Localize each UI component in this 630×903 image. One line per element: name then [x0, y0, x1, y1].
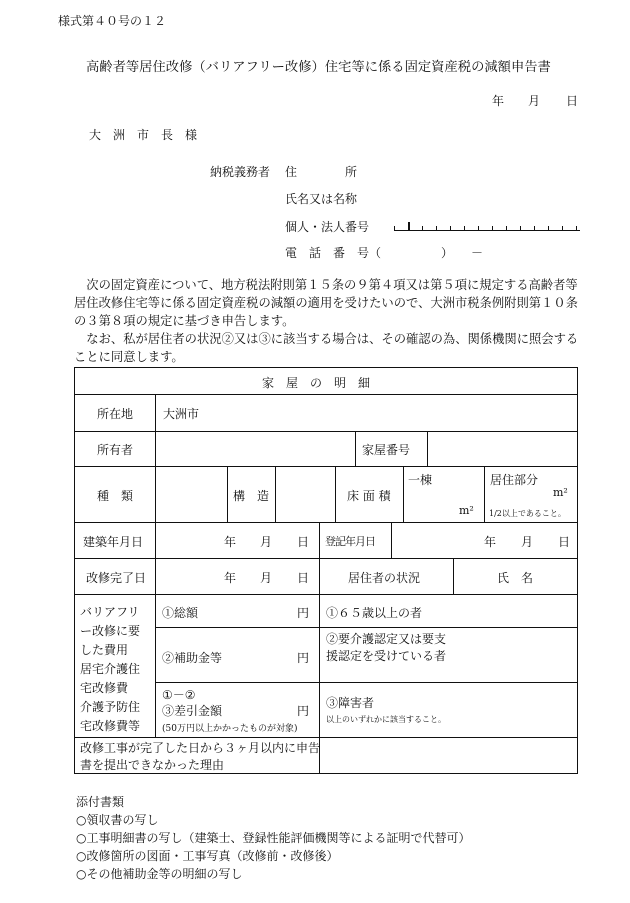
type-label: 種 類: [97, 489, 134, 503]
attachment-item: ○改修箇所の図面・工事写真（改修前・改修後）: [76, 849, 339, 863]
cost-label-line: 介護予防住: [80, 700, 141, 714]
table-header: 家 屋 の 明 細: [262, 376, 371, 390]
registered-month: 月: [521, 535, 534, 549]
owner-label: 所有者: [97, 443, 134, 457]
resident-status-label: 居住者の状況: [348, 571, 421, 585]
renovation-month: 月: [260, 571, 273, 585]
attachment-item: ○領収書の写し: [76, 813, 159, 827]
whole-building-unit: m²: [459, 504, 474, 517]
status-option-1: ①６５歳以上の者: [326, 606, 423, 620]
taxpayer-label: 納税義務者: [210, 165, 271, 179]
addressee: 大 洲 市 長 様: [89, 128, 198, 142]
body-paragraph-1: 次の固定資産について、地方税法附則第１５条の９第４項又は第５項に規定する高齢者等居住改修住宅等に係る固定資産税の減額の適用を受けたいので、大洲市税条例附則第１０条の３第８項の規定に基づき申告します。: [74, 278, 578, 328]
built-day: 日: [297, 535, 310, 549]
diff-note: (50万円以上かかったものが対象): [162, 724, 298, 734]
whole-building-label: 一棟: [408, 473, 433, 487]
built-month: 月: [260, 535, 273, 549]
status-note: 以上のいずれかに該当すること。: [326, 715, 446, 724]
total-label: ①総額: [162, 606, 199, 620]
structure-label: 構 造: [233, 489, 270, 503]
cost-label-line: 居宅介護住: [80, 662, 141, 676]
built-year: 年: [224, 535, 237, 549]
diff-label: ③差引金額: [162, 704, 223, 718]
attachment-item: ○その他補助金等の明細の写し: [76, 867, 243, 881]
registered-day: 日: [558, 535, 571, 549]
page-title: 高齢者等居住改修（バリアフリー改修）住宅等に係る固定資産税の減額申告書: [86, 60, 551, 75]
location-label: 所在地: [97, 407, 134, 421]
subsidy-label: ②補助金等: [162, 651, 223, 665]
registered-date-label: 登記年月日: [325, 535, 375, 548]
total-yen: 円: [297, 606, 310, 620]
residential-part-label: 居住部分: [490, 473, 539, 487]
residential-part-unit: m²: [553, 486, 568, 499]
status-option-2: ②要介護認定又は要支援認定を受けている者: [326, 632, 447, 663]
form-number: 様式第４０号の１２: [58, 14, 167, 28]
personal-number-label: 個人・法人番号: [285, 220, 370, 234]
floor-area-label: 床 面 積: [347, 489, 391, 503]
status-option-3: ③障害者: [326, 696, 375, 710]
cost-label-line: 宅改修費等: [80, 719, 141, 733]
date-day-label: 日: [566, 94, 579, 108]
renovation-year: 年: [224, 571, 237, 585]
subsidy-yen: 円: [297, 651, 310, 665]
built-date-label: 建築年月日: [83, 535, 144, 549]
late-reason-label: 改修工事が完了した日から３ヶ月以内に申告書を提出できなかった理由: [80, 741, 321, 772]
resident-name-label: 氏 名: [497, 571, 534, 585]
attachment-item: ○工事明細書の写し（建築士、登録性能評価機関等による証明で代替可）: [76, 831, 471, 845]
house-number-label: 家屋番号: [362, 443, 411, 457]
date-year-label: 年: [492, 94, 505, 108]
address-label: 住 所: [285, 165, 358, 179]
location-value[interactable]: 大洲市: [163, 407, 200, 421]
date-month-label: 月: [528, 94, 541, 108]
renovation-done-label: 改修完了日: [86, 571, 147, 585]
cost-label-line: バリアフリ: [80, 605, 140, 619]
renovation-day: 日: [297, 571, 310, 585]
body-paragraph-2: なお、私が居住者の状況②又は③に該当する場合は、その確認の為、関係機関に照会することに同意します。: [74, 332, 579, 364]
name-label: 氏名又は名称: [285, 192, 358, 206]
phone-label: 電 話 番 号（ ） －: [285, 246, 484, 260]
diff-formula: ①－②: [162, 688, 196, 702]
half-note: 1/2以上であること。: [489, 509, 566, 518]
diff-yen: 円: [297, 704, 310, 718]
cost-label-line: した費用: [80, 643, 129, 657]
cost-label-line: ー改修に要: [80, 624, 141, 638]
registered-year: 年: [484, 535, 497, 549]
cost-label-line: 宅改修費: [80, 681, 129, 695]
attachments-title: 添付書類: [76, 795, 125, 809]
